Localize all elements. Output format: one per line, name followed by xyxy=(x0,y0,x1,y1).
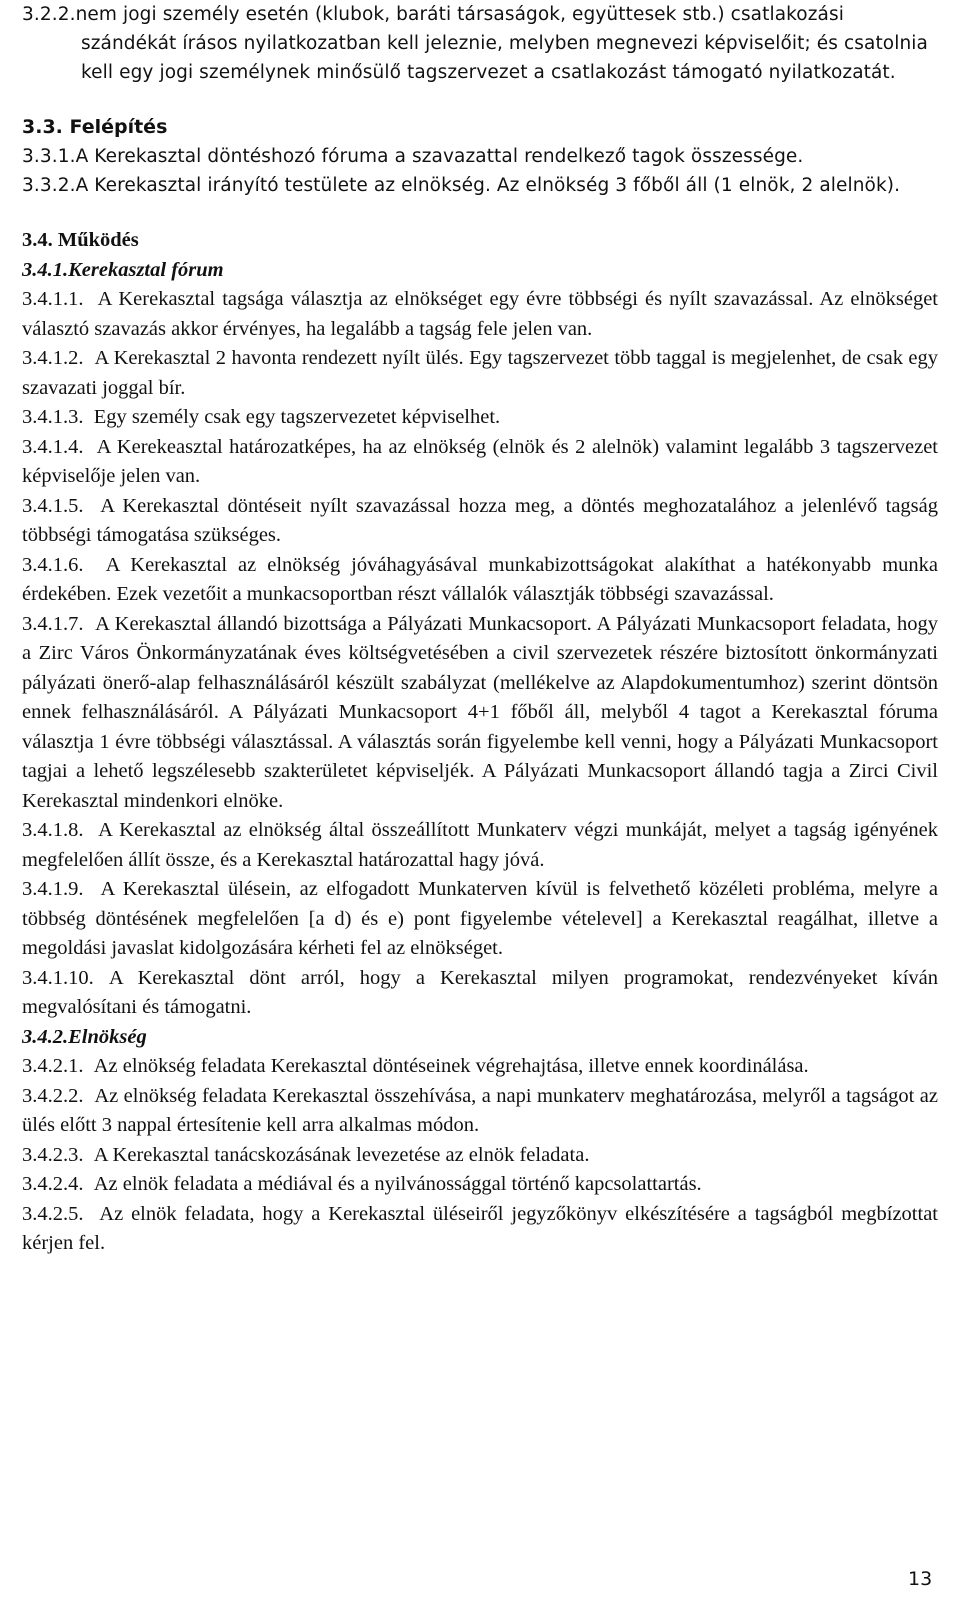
document-page xyxy=(22,0,938,1259)
paragraph-3-3-1 xyxy=(22,142,938,171)
subsection-heading-3-4-1: 3.4.1.Kerekasztal fórum xyxy=(22,258,224,281)
item-number: 3.4.1.9. xyxy=(22,878,84,900)
item-number: 3.4.2.4. xyxy=(22,1173,84,1195)
item-text: A Kerekasztal dönt arról, hogy a Kerekasztal milyen programokat, rendezvényeket kíván megvalósítani és támogatni. xyxy=(22,966,939,1018)
paragraph-3-4-2-3 xyxy=(22,1141,938,1171)
item-number: 3.3.2. xyxy=(22,175,76,196)
item-number: 3.4.2.2. xyxy=(22,1084,84,1107)
item-number: 3.4.1.8. xyxy=(22,819,84,841)
item-number: 3.3.1. xyxy=(22,146,76,167)
item-text: A Kerekasztal ülésein, az elfogadott Munkaterven kívül is felvethető közéleti probléma, melyre a többség döntésének megfelelően [a d) és e) pont figyelembe vételevel] a Kerekasztal reagálhat, illetve a megoldási javaslat kidolgozására kérheti fel az elnökséget. xyxy=(22,878,938,959)
item-text: A Kerekasztal 2 havonta rendezett nyílt ülés. Egy tagszervezet több taggal is megjelenhet, de csak egy szavazati joggal bír. xyxy=(22,347,939,399)
item-number: 3.4.1.10. xyxy=(22,966,94,989)
item-text: A Kerekasztal döntéshozó fóruma a szavazattal rendelkező tagok összessége. xyxy=(75,146,804,167)
item-text: Az elnök feladata a médiával és a nyilvánossággal történő kapcsolattartás. xyxy=(93,1173,702,1195)
item-number: 3.4.1.3. xyxy=(22,406,84,428)
paragraph-3-4-1-1 xyxy=(22,285,938,344)
item-number: 3.4.2.3. xyxy=(22,1143,84,1166)
item-number: 3.4.2.1. xyxy=(22,1055,84,1077)
paragraph-3-4-1-8 xyxy=(22,816,938,875)
item-number: 3.4.1.4. xyxy=(22,435,84,458)
paragraph-3-2-2 xyxy=(22,0,938,87)
item-text: Az elnök feladata, hogy a Kerekasztal üléseiről jegyzőkönyv elkészítésére a tagságból megbízottat kérjen fel. xyxy=(22,1202,938,1254)
item-number: 3.2.2. xyxy=(22,4,76,25)
item-text: A Kerekasztal irányító testülete az elnökség. Az elnökség 3 főből áll (1 elnök, 2 alelnök). xyxy=(75,175,901,196)
paragraph-3-4-2-4 xyxy=(22,1170,938,1200)
paragraph-3-4-1-2 xyxy=(22,344,938,403)
page-number: 13 xyxy=(908,1568,933,1590)
paragraph-3-4-1-3 xyxy=(22,403,938,433)
item-number: 3.4.1.7. xyxy=(22,612,84,635)
item-text: A Kerekeasztal határozatképes, ha az elnökség (elnök és 2 alelnök) valamint legalább 3 tagszervezet képviselője jelen van. xyxy=(22,435,938,487)
item-text: A Kerekasztal tanácskozásának levezetése az elnök feladata. xyxy=(93,1143,590,1166)
item-number: 3.4.2.5. xyxy=(22,1202,84,1225)
item-number: 3.4.1.2. xyxy=(22,347,84,369)
paragraph-3-4-2-1 xyxy=(22,1052,938,1082)
paragraph-3-4-1-7 xyxy=(22,610,938,817)
item-text: A Kerekasztal döntéseit nyílt szavazással hozza meg, a döntés meghozatalához a jelenlévő tagság többségi támogatása szükséges. xyxy=(22,494,939,546)
item-text: A Kerekasztal állandó bizottsága a Pályázati Munkacsoport. A Pályázati Munkacsoport feladata, hogy a Zirc Város Önkormányzatának éves költségvetésében a civil szervezetek részére biztosított önkormányzati pályázati önerő-alap felhasználásáról készült szabályzat (mellékelve az Alapdokumentumhoz) szerint döntsön ennek felhasználásáról. A Pályázati Munkacsoport 4+1 főből áll, melyből 4 tagot a Kerekasztal fóruma választja 1 évre többségi választással. A választás során figyelembe kell venni, hogy a Pályázati Munkacsoport tagjai a lehető legszélesebb szakterületet képviseljék. A Pályázati Munkacsoport állandó tagja a Zirci Civil Kerekasztal mindenkori elnöke. xyxy=(22,612,938,812)
item-number: 3.4.1.6. xyxy=(22,553,84,576)
paragraph-3-4-1-6 xyxy=(22,551,938,610)
item-text: A Kerekasztal tagsága választja az elnökséget egy évre többségi és nyílt szavazással. Az elnökséget választó szavazás akkor érvényes, ha legalább a tagság fele jelen van. xyxy=(22,288,938,340)
paragraph-3-4-2-2 xyxy=(22,1082,938,1141)
subsection-heading-3-4-2: 3.4.2.Elnökség xyxy=(22,1025,147,1048)
item-text: nem jogi személy esetén (klubok, baráti társaságok, együttesek stb.) csatlakozási szándékát írásos nyilatkozatban kell jeleznie, melyben megnevezi képviselőit; és csatolnia kell egy jogi személynek minősülő tagszervezet a csatlakozást támogató nyilatkozatát. xyxy=(75,4,928,83)
paragraph-3-4-1-4 xyxy=(22,433,938,492)
item-number: 3.4.1.1. xyxy=(22,288,84,310)
paragraph-3-3-2 xyxy=(22,171,938,200)
paragraph-3-4-1-9 xyxy=(22,875,938,964)
section-heading-3-3: 3.3. Felépítés xyxy=(22,116,168,138)
item-text: Egy személy csak egy tagszervezetet képviselhet. xyxy=(93,406,501,428)
paragraph-3-4-1-10 xyxy=(22,964,938,1023)
item-text: Az elnökség feladata Kerekasztal összehívása, a napi munkaterv meghatározása, melyről a tagságot az ülés előtt 3 nappal értesítenie kell arra alkalmas módon. xyxy=(22,1084,938,1136)
paragraph-3-4-1-5 xyxy=(22,492,938,551)
paragraph-3-4-2-5 xyxy=(22,1200,938,1259)
item-text: Az elnökség feladata Kerekasztal döntéseinek végrehajtása, illetve ennek koordinálása. xyxy=(93,1055,809,1077)
section-heading-3-4: 3.4. Működés xyxy=(22,229,139,251)
item-text: A Kerekasztal az elnökség jóváhagyásával munkabizottságokat alakíthat a hatékonyabb munka érdekében. Ezek vezetőit a munkacsoportban részt vállalók választják többségi szavazással. xyxy=(22,553,938,605)
item-text: A Kerekasztal az elnökség által összeállított Munkaterv végzi munkáját, melyet a tagság igényének megfelelően állít össze, és a Kerekasztal határozattal hagy jóvá. xyxy=(22,819,938,871)
item-number: 3.4.1.5. xyxy=(22,494,84,517)
